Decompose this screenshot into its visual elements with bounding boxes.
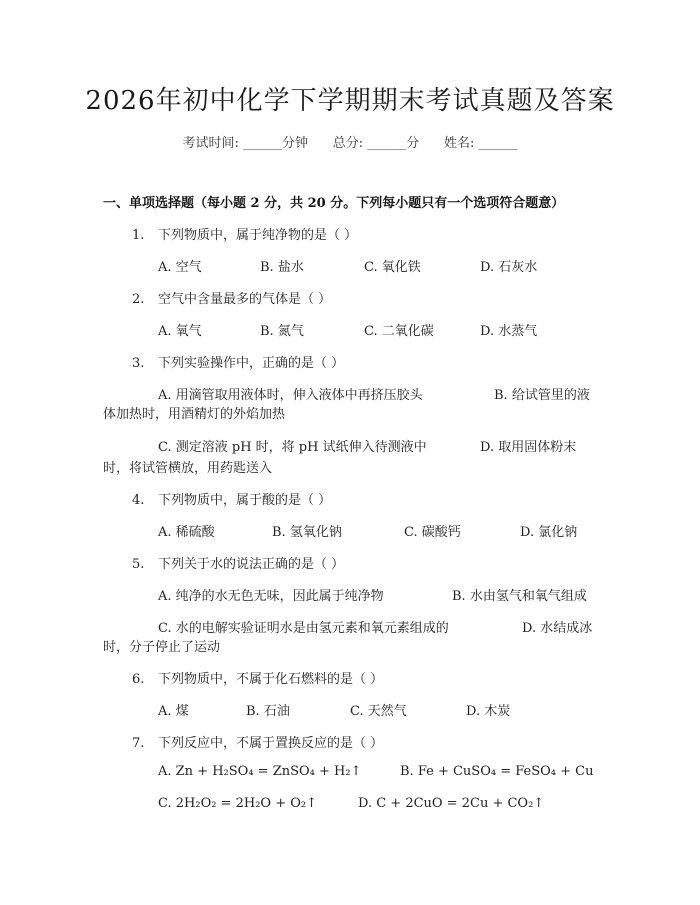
section-heading: 一、单项选择题（每小题 2 分，共 20 分。下列每小题只有一个选项符合题意）: [103, 196, 565, 211]
option-d-part1: D. 取用固体粉末: [480, 440, 577, 455]
page-title: 2026年初中化学下学期期末考试真题及答案: [85, 86, 615, 116]
question-stem: 下列物质中，属于纯净物的是（ ）: [158, 228, 358, 243]
option-d: D. C + 2CuO = 2Cu + CO₂↑: [358, 796, 545, 811]
option-b-part2: 体加热时，用酒精灯的外焰加热: [103, 407, 286, 422]
option-a: A. 空气: [158, 260, 202, 275]
question-number: 7.: [132, 736, 145, 751]
option-d: D. 木炭: [466, 704, 511, 719]
option-a: A. Zn + H₂SO₄ = ZnSO₄ + H₂↑: [158, 764, 362, 779]
option-d-part2: 时，将试管横放，用药匙送入: [103, 461, 273, 476]
question-2: [132, 288, 331, 307]
option-c: C. 测定溶液 pH 时，将 pH 试纸伸入待测液中: [158, 440, 427, 455]
option-a: A. 煤: [158, 704, 189, 719]
question-number: 2.: [132, 292, 145, 307]
option-b: B. 石油: [246, 704, 290, 719]
question-number: 6.: [132, 672, 145, 687]
question-number: 4.: [132, 493, 145, 508]
option-d-part2: 时，分子停止了运动: [103, 640, 221, 655]
option-a: A. 氧气: [158, 324, 202, 339]
option-c: C. 2H₂O₂ = 2H₂O + O₂↑: [158, 796, 317, 811]
question-stem: 空气中含量最多的气体是（ ）: [158, 292, 332, 307]
option-c: C. 二氧化碳: [364, 324, 434, 339]
option-d: D. 水蒸气: [480, 324, 538, 339]
question-stem: 下列物质中，属于酸的是（ ）: [158, 493, 332, 508]
option-b: B. 水由氢气和氧气组成: [452, 589, 587, 604]
option-a: A. 用滴管取用液体时，伸入液体中再挤压胶头: [158, 388, 423, 403]
question-7: [132, 732, 383, 751]
option-d: D. 氯化钠: [520, 525, 578, 540]
option-c: C. 水的电解实验证明水是由氢元素和氧元素组成的: [158, 621, 449, 636]
question-5: [132, 553, 344, 572]
question-stem: 下列关于水的说法正确的是（ ）: [158, 557, 345, 572]
question-number: 5.: [132, 557, 145, 572]
option-b: B. 盐水: [260, 260, 304, 275]
question-6: [132, 668, 383, 687]
option-c: C. 氧化铁: [364, 260, 421, 275]
question-stem: 下列物质中，不属于化石燃料的是（ ）: [158, 672, 384, 687]
option-b: B. 氮气: [260, 324, 304, 339]
question-4: [132, 489, 331, 508]
option-b: B. Fe + CuSO₄ = FeSO₄ + Cu: [400, 764, 594, 779]
question-number: 1.: [132, 228, 145, 243]
option-c: C. 碳酸钙: [404, 525, 461, 540]
option-d: D. 石灰水: [480, 260, 538, 275]
option-b-part1: B. 给试管里的液: [494, 388, 590, 403]
option-b: B. 氢氧化钠: [272, 525, 342, 540]
option-a: A. 纯净的水无色无味，因此属于纯净物: [158, 589, 384, 604]
question-stem: 下列反应中，不属于置换反应的是（ ）: [158, 736, 384, 751]
question-stem: 下列实验操作中，正确的是（ ）: [158, 356, 345, 371]
question-1: [132, 224, 357, 243]
question-3: [132, 352, 344, 371]
question-number: 3.: [132, 356, 145, 371]
option-a: A. 稀硫酸: [158, 525, 215, 540]
option-c: C. 天然气: [350, 704, 407, 719]
exam-meta-line: 考试时间: ______分钟 总分: ______分 姓名: ______: [182, 136, 518, 151]
option-d-part1: D. 水结成冰: [522, 621, 593, 636]
